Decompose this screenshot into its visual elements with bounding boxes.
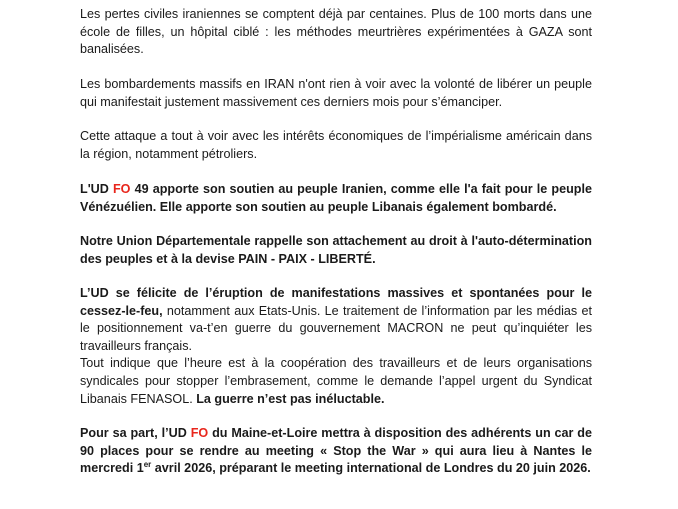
paragraph-bombings: Les bombardements massifs en IRAN n'ont rien à voir avec la volonté de libérer un peuple qui manifestait justement massivement ces derniers mois pour s’émanciper. xyxy=(80,77,592,109)
text-segment-bold: La guerre n’est pas inéluctable. xyxy=(192,391,385,406)
text-segment: du Maine-et-Loire mettra à disposition des adhérents un car de 90 places pour se rendre au meeting « Stop the War » qui aura lieu à Nantes le mercredi 1 xyxy=(80,426,593,476)
text-segment-bold: L’UD se félicite de l’éruption de manifestations massives et spontanées pour le cessez-le-feu, xyxy=(80,286,592,318)
superscript-er: er xyxy=(143,460,152,470)
text-segment: avril 2026, préparant le meeting international de Londres du 20 juin 2026. xyxy=(151,461,591,476)
text-segment: notamment aux Etats-Unis. Le traitement de l’information par les médias et le positionnement va-t’en guerre du gouvernement MACRON ne peut qu’inquiéter les travailleurs français. xyxy=(80,303,592,353)
text-segment: Pour sa part, l’UD xyxy=(80,426,191,440)
text-segment: 49 apporte son soutien au peuple Iranien, comme elle l'a fait pour le peuple Vénézuélien. Elle apporte son soutien au peuple Libanais également bombardé. xyxy=(80,182,592,214)
fo-highlight: FO xyxy=(112,182,131,196)
text-segment: Tout indique que l’heure est à la coopération des travailleurs et de leurs organisations syndicales pour stopper l’embrasement, comme le demande l’appel urgent du Syndicat Libanais FENASOL. xyxy=(80,356,592,406)
text-segment: L'UD xyxy=(80,182,113,196)
fo-highlight: FO xyxy=(190,426,209,440)
paragraph-imperialism: Cette attaque a tout à voir avec les intérêts économiques de l’impérialisme américain dans la région, notamment pétroliers. xyxy=(80,129,592,161)
paragraph-bus-meeting xyxy=(80,425,592,478)
ceasefire-line-1 xyxy=(80,285,592,355)
paragraph-civilian-losses: Les pertes civiles iraniennes se comptent déjà par centaines. Plus de 100 morts dans une école de filles, un hôpital ciblé : les méthodes meurtrières expérimentées à GAZA sont banalisées. xyxy=(80,7,592,57)
paragraph-ud-support xyxy=(80,181,592,216)
paragraph-ceasefire xyxy=(80,285,592,408)
ceasefire-line-2 xyxy=(80,355,592,408)
paragraph-self-determination: Notre Union Départementale rappelle son attachement au droit à l'auto-détermination des peuples et à la devise PAIN - PAIX - LIBERTÉ. xyxy=(80,234,592,266)
